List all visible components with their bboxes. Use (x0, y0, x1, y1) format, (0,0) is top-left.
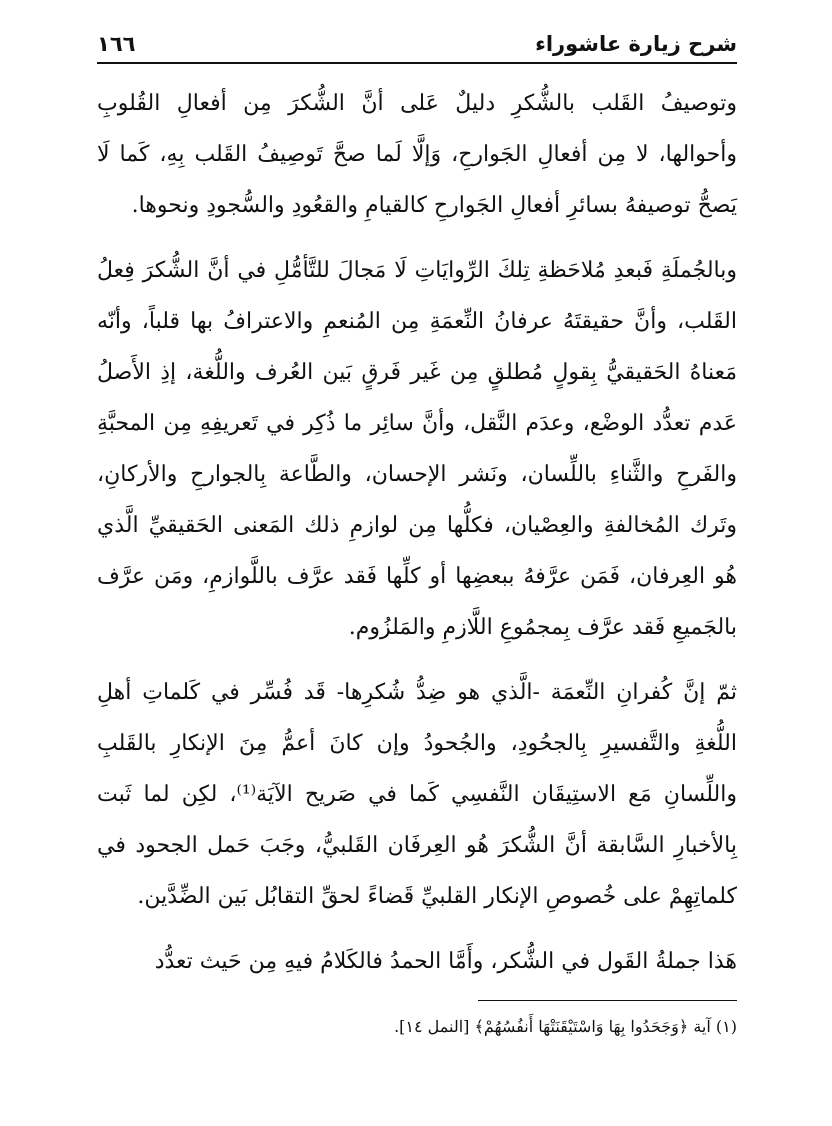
paragraph-3: ثمّ إنَّ كُفرانِ النِّعمَة -الَّذي هو ضِدُّ شُكرِها- قَد فُسِّر في كَلماتِ أهلِ اللُّغةِ والتَّفسيرِ بِالجحُودِ، والجُحودُ وإن كانَ أعمُّ مِنَ الإنكارِ بالقَلبِ واللِّسانِ مَع الاستِيقَان النَّفسِي كَما في صَريح الآيَة⁽¹⁾، لكِن لما ثَبت بِالأخبارِ السَّابقة أنَّ الشُّكرَ هُو العِرفَان القَلبيُّ، وجَبَ حَمل الجحود في كلماتِهِمْ على خُصوصِ الإنكار القلبيِّ قَضاءً لحقِّ التقابُل بَين الضِّدَّين. (97, 680, 737, 909)
body-text (97, 78, 737, 1001)
paragraph-2: وبالجُملَةِ فَبعدِ مُلاحَظةِ تِلكَ الرِّوايَاتِ لَا مَجالَ للتَّأمُّلِ في أنَّ الشُّكرَ فِعلُ القَلب، وأنَّ حقيقتَهُ عرفانُ النِّعمَةِ مِن المُنعمِ والاعترافُ بها قلباً، وأنّه مَعناهُ الحَقيقيُّ بِقولٍ مُطلقٍ مِن غَير فَرقٍ بَين العُرف واللُّغة، إذِ الأَصلُ عَدم تعدُّد الوضْع، وعدَم النَّقل، وأنَّ سائِر ما ذُكِر في تَعريفِهِ مِن المحبَّةِ والفَرحِ والثَّناءِ باللِّسان، ونَشر الإحسان، والطَّاعة بِالجوارحِ والأركانِ، وتَرك المُخالفةِ والعِصْيان، فكلُّها مِن لوازمِ ذلك المَعنى الحَقيقيِّ الَّذي هُو العِرفان، فَمَن عرَّفهُ ببعضِها أو كلِّها فَقد عرَّف باللَّوازمِ، ومَن عرَّف بالجَميعِ فَقد عرَّف بِمجمُوعِ اللَّازمِ والمَلزُوم. (97, 258, 737, 640)
paragraph-1: وتوصيفُ القَلب بالشُّكرِ دليلٌ عَلى أنَّ الشُّكرَ مِن أفعالِ القُلوبِ وأحوالها، لا مِن أفعالِ الجَوارحِ، وَإلَّا لَما صحَّ تَوصِيفُ القَلب بِهِ، كَما لَا يَصحُّ توصيفهُ بسائرِ أفعالِ الجَوارحِ كالقيامِ والقعُودِ والسُّجودِ ونحوها. (97, 91, 737, 218)
footnote: (١) آية ﴿وَجَحَدُوا بِهَا وَاسْتَيْقَنَتْهَا أَنفُسُهُمْ﴾ [النمل ١٤]. (394, 1017, 737, 1036)
page-header (97, 26, 737, 64)
paragraph-4: هَذا جملةُ القَول في الشُّكر، وأَمَّا الحمدُ فالكَلامُ فيهِ مِن حَيث تعدُّد (154, 949, 737, 974)
header-rule (97, 62, 737, 64)
footnote-divider (478, 1000, 737, 1001)
running-title: شرح زيارة عاشوراء (535, 32, 737, 56)
page-number: ١٦٦ (97, 32, 136, 56)
